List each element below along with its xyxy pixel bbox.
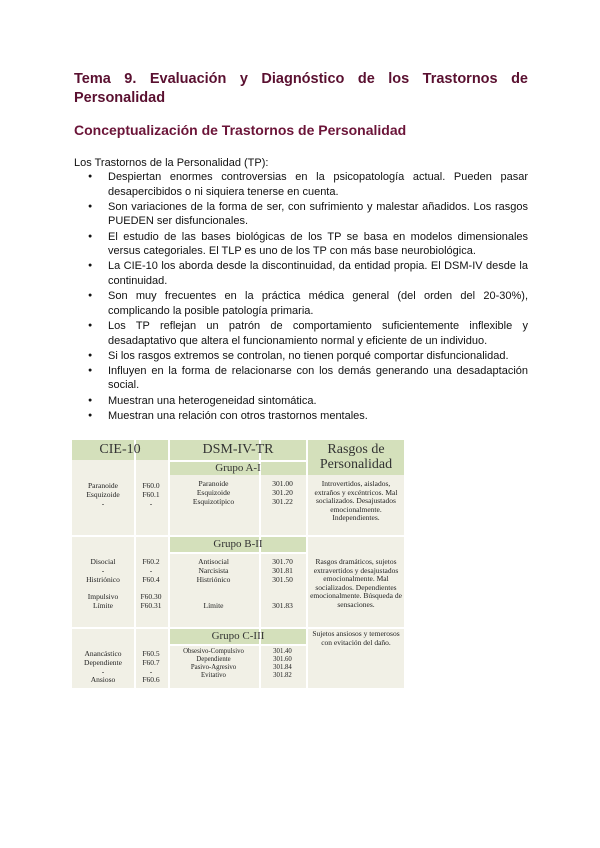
group-a-traits: Introvertidos, aislados, extraños y excéntricos. Mal socializados. Desajustados emocionalmente. Independientes. [314, 479, 398, 523]
bullet-item: ● Despiertan enormes controversias en la psicopatología actual. Pueden pasar desapercibidos o ni siquiera tenerse en cuenta. [74, 170, 528, 199]
bullet-item: ● Son variaciones de la forma de ser, con sufrimiento y malestar añadidos. Los rasgos PUEDEN ser disfuncionales. [74, 200, 528, 229]
row-divider [72, 535, 404, 537]
group-b-dsm-codes: 301.70 301.81 301.50 301.83 [272, 557, 293, 610]
section-heading: Conceptualización de Trastornos de Personalidad [74, 122, 407, 138]
group-c-cie-codes: F60.5 F60.7 - F60.6 [142, 649, 160, 685]
group-b-label: Grupo B-II [213, 538, 263, 550]
intro-text: Los Trastornos de la Personalidad (TP): [74, 157, 269, 169]
group-c-cie-names: Anancástico Dependiente - Ansioso [84, 649, 122, 685]
bullet-item: ● Muestran una heterogeneidad sintomática. [74, 394, 528, 409]
column-divider [306, 440, 308, 688]
header-cie: CIE-10 [99, 442, 141, 457]
page-title-line1: Tema 9. Evaluación y Diagnóstico de los Trastornos de [74, 71, 528, 87]
header-dsm: DSM-IV-TR [202, 442, 274, 457]
group-a-cie-codes: F60.0 F60.1 - [142, 481, 160, 508]
row-divider [168, 552, 308, 554]
group-a-cie-names: Paranoide Esquizoide - [86, 481, 120, 508]
group-c-dsm-codes: 301.40 301.60 301.84 301.82 [273, 648, 292, 679]
bullet-list [74, 170, 528, 424]
page-title-line2: Personalidad [74, 90, 166, 106]
group-c-traits: Sujetos ansiosos y temerosos con evitación del daño. [312, 629, 400, 647]
group-a-dsm-names: Paranoide Esquizoide Esquizotípico [192, 479, 235, 506]
group-b-traits: Rasgos dramáticos, sujetos extravertidos y desajustados emocionalmente. Mal socializados. Dependientes emocionalmente. Búsqueda de sensaciones. [310, 557, 402, 609]
bullet-item: ● Muestran una relación con otros trastornos mentales. [74, 409, 528, 424]
group-b-cie-names: Disocial - Histriónico Impulsivo Límite [86, 557, 120, 610]
bullet-item: ● Si los rasgos extremos se controlan, no tienen porqué comportar disfuncionalidad. [74, 349, 528, 364]
bullet-item: ● Los TP reflejan un patrón de comportamiento suficientemente inflexible y desadaptativo que altera el funcionamiento normal y eficiente de un individuo. [74, 319, 528, 348]
bullet-item: ● Son muy frecuentes en la práctica médica general (del orden del 20-30%), complicando la posible patología primaria. [74, 289, 528, 318]
group-b-dsm-names: Antisocial Narcisista Histriónico Límite [196, 557, 231, 610]
group-b-cie-codes: F60.2 - F60.4 F60.30 F60.31 [140, 557, 162, 610]
group-c-dsm-names: Obsesivo-Compulsivo Dependiente Pasivo-Agresivo Evitativo [183, 648, 244, 679]
bullet-item: ● El estudio de las bases biológicas de los TP se basa en modelos dimensionales versus categoriales. El TLP es uno de los TP con más base neurobiológica. [74, 230, 528, 259]
group-c-label: Grupo C-III [211, 630, 265, 642]
row-divider [168, 644, 308, 646]
group-a-dsm-codes: 301.00 301.20 301.22 [272, 479, 293, 506]
bullet-item: ● La CIE-10 los aborda desde la discontinuidad, da entidad propia. El DSM-IV desde la continuidad. [74, 259, 528, 288]
group-a-label: Grupo A-I [215, 462, 261, 474]
bullet-item: ● Influyen en la forma de relacionarse con los demás generando una desadaptación social. [74, 364, 528, 393]
header-rasgos: Rasgos de Personalidad [319, 442, 393, 472]
personality-disorder-table [72, 440, 404, 688]
